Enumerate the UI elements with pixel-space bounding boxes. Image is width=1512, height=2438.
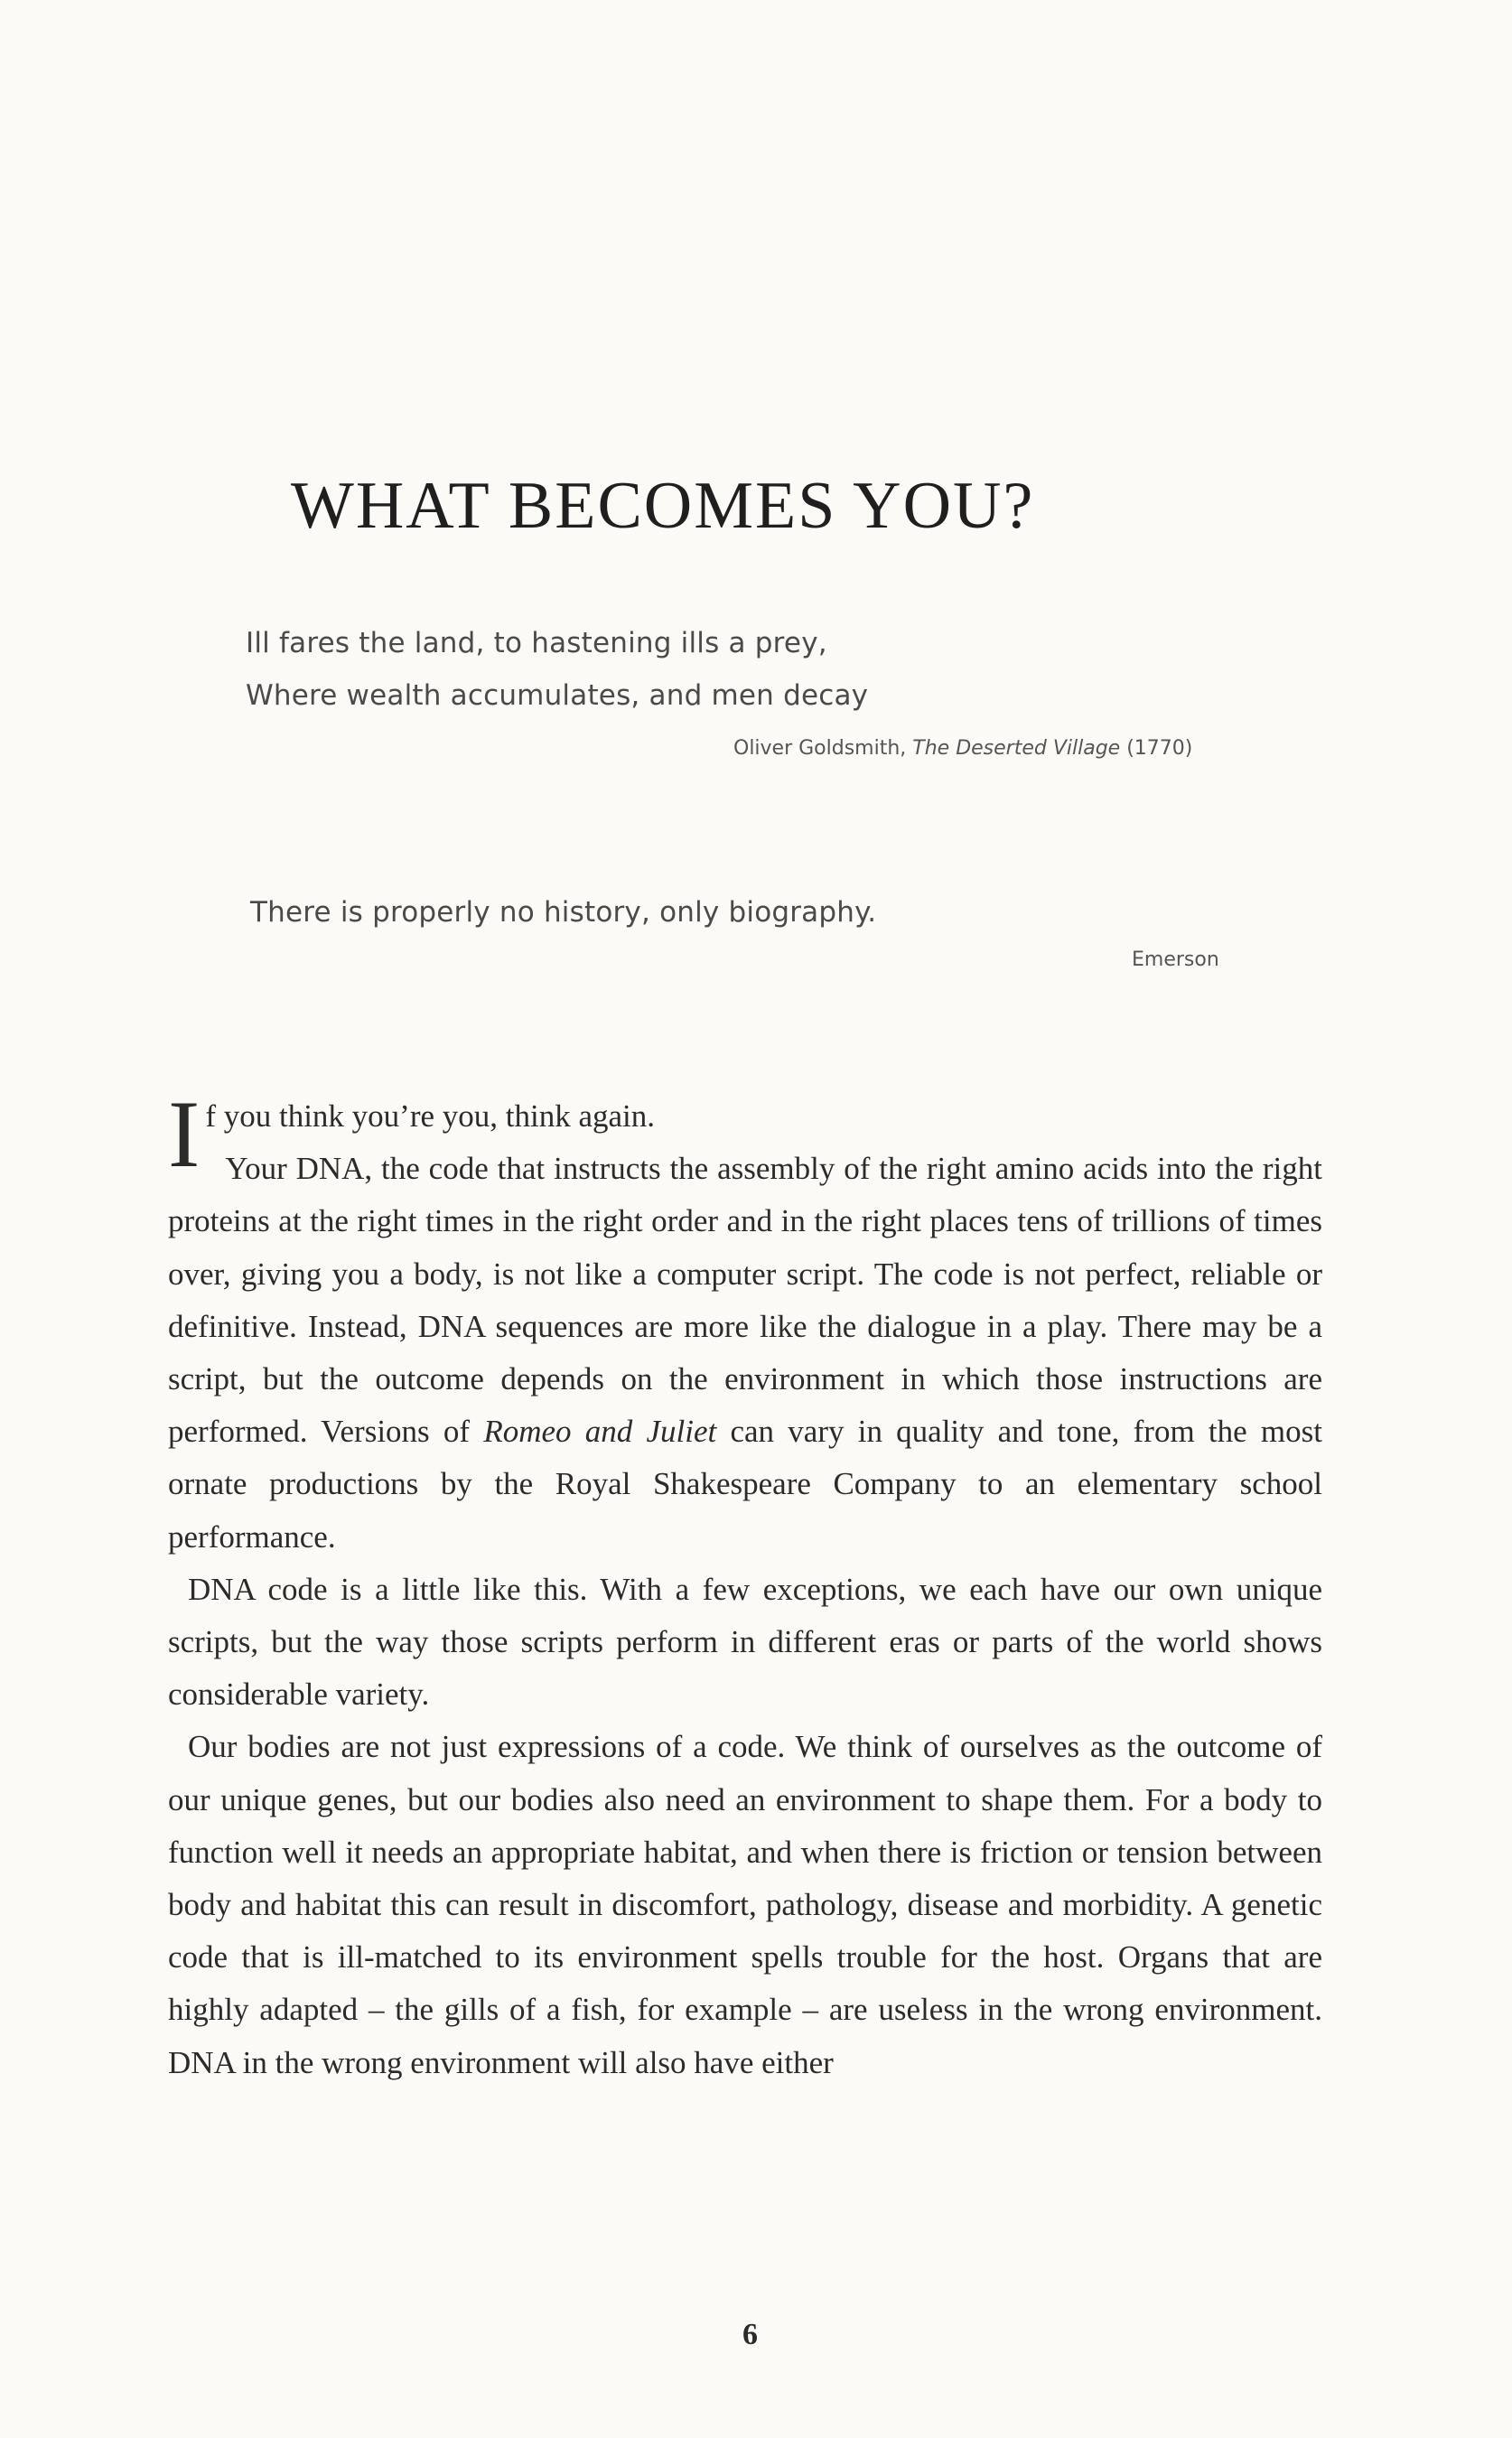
drop-cap: I xyxy=(168,1081,201,1187)
page-number: 6 xyxy=(742,2318,758,2351)
paragraph-text: can vary in quality and tone, from the most ornate productions by the Royal Shakespeare Company to an elementary school performance. xyxy=(168,1414,1322,1555)
paragraph xyxy=(168,1081,1322,1564)
epigraph-line: Where wealth accumulates, and men decay xyxy=(246,679,869,712)
epigraph-line: Ill fares the land, to hastening ills a prey, xyxy=(246,627,827,659)
paragraph: DNA code is a little like this. With a few exceptions, we each have our own unique scripts, but the way those scripts perform in different eras or parts of the world shows considerable variety. xyxy=(168,1571,1322,1713)
epigraph-year: (1770) xyxy=(1120,737,1193,760)
opening-line: f you think you’re you, think again. xyxy=(205,1098,656,1134)
epigraph-attribution: Emerson xyxy=(1132,948,1219,971)
body-text xyxy=(168,1081,1322,2089)
epigraph-work-title: The Deserted Village xyxy=(912,737,1121,760)
epigraph-attribution xyxy=(733,737,1192,760)
play-title: Romeo and Juliet xyxy=(483,1414,717,1450)
epigraph-line: There is properly no history, only biography. xyxy=(250,896,877,929)
chapter-title: WHAT BECOMES YOU? xyxy=(291,469,1035,543)
paragraph: Our bodies are not just expressions of a code. We think of ourselves as the outcome of our unique genes, but our bodies also need an environment to shape them. For a body to function well it needs an appropriate habitat, and when there is friction or tension between body and habitat this can result in discomfort, pathology, disease and morbidity. A genetic code that is ill-matched to its environment spells trouble for the host. Organs that are highly adapted – the gills of a fish, for example – are useless in the wrong environment. DNA in the wrong environment will also have either xyxy=(168,1729,1322,2080)
epigraph-author: Oliver Goldsmith, xyxy=(733,737,913,760)
paragraph-text: Your DNA, the code that instructs the assembly of the right amino acids into the right proteins at the right times in the right order and in the right places tens of trillions of times over, giving you a body, is not like a computer script. The code is not perfect, reliable or definitive. Instead, DNA sequences are more like the dialogue in a play. There may be a script, but the outcome depends on the environment in which those instructions are performed. Versions of xyxy=(168,1151,1322,1450)
